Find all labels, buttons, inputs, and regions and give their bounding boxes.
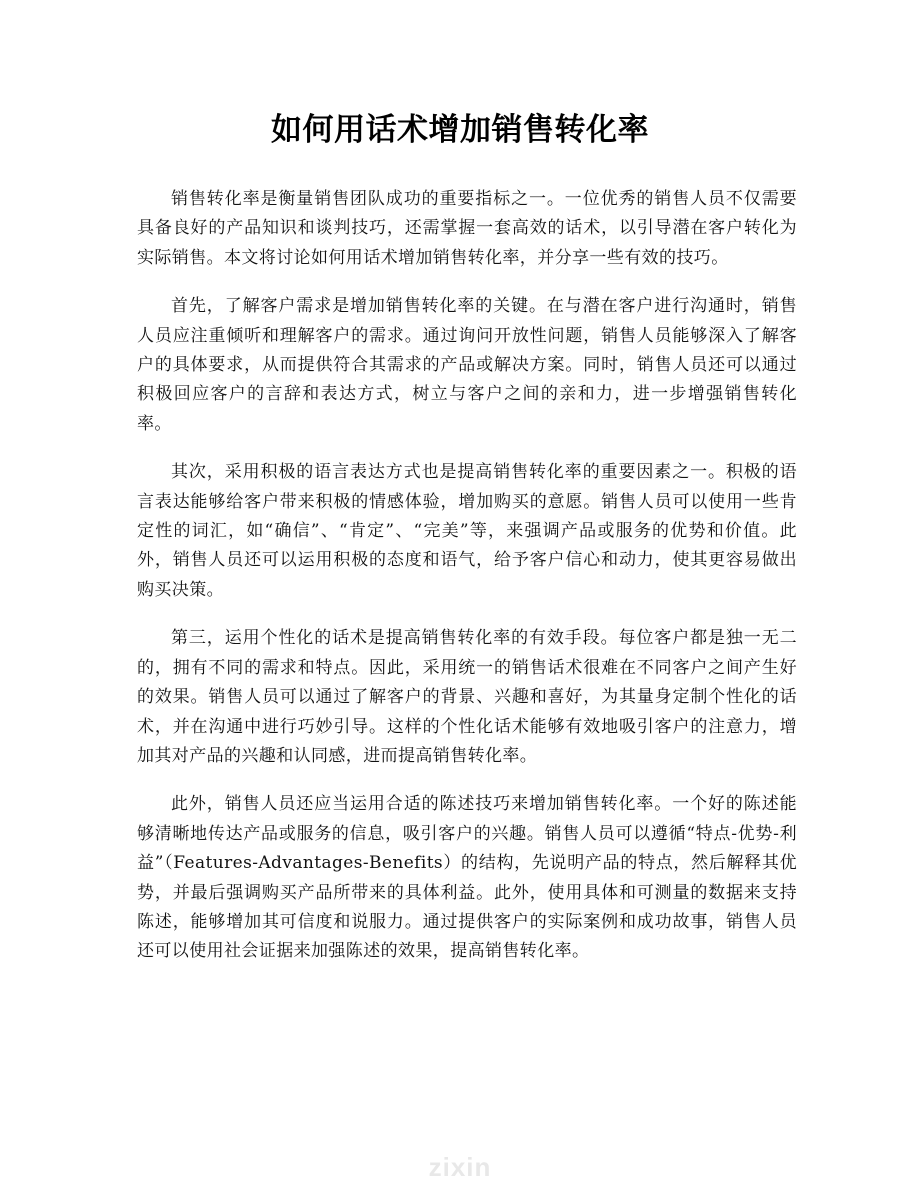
- document-title: 如何用话术增加销售转化率: [271, 112, 649, 148]
- paragraph-positive-language: 其次，采用积极的语言表达方式也是提高销售转化率的重要因素之一。积极的语言表达能够给客户带来积极的情感体验，增加购买的意愿。销售人员可以使用一些肯定性的词汇，如“确信”、“肯定”、“完美”等，来强调产品或服务的优势和价值。此外，销售人员还可以运用积极的态度和语气，给予客户信心和动力，使其更容易做出购买决策。: [137, 462, 797, 600]
- paragraph-presentation-skills: 此外，销售人员还应当运用合适的陈述技巧来增加销售转化率。一个好的陈述能够清晰地传达产品或服务的信息，吸引客户的兴趣。销售人员可以遵循“特点-优势-利益”（Features-Advantages-Benefits）的结构，先说明产品的特点，然后解释其优势，并最后强调购买产品所带来的具体利益。此外，使用具体和可测量的数据来支持陈述，能够增加其可信度和说服力。通过提供客户的实际案例和成功故事，销售人员还可以使用社会证据来加强陈述的效果，提高销售转化率。: [137, 794, 797, 962]
- paragraph-personalized-script: 第三，运用个性化的话术是提高销售转化率的有效手段。每位客户都是独一无二的，拥有不同的需求和特点。因此，采用统一的销售话术很难在不同客户之间产生好的效果。销售人员可以通过了解客户的背景、兴趣和喜好，为其量身定制个性化的话术，并在沟通中进行巧妙引导。这样的个性化话术能够有效地吸引客户的注意力，增加其对产品的兴趣和认同感，进而提高销售转化率。: [137, 628, 797, 766]
- paragraph-understand-needs: 首先，了解客户需求是增加销售转化率的关键。在与潜在客户进行沟通时，销售人员应注重倾听和理解客户的需求。通过询问开放性问题，销售人员能够深入了解客户的具体要求，从而提供符合其需求的产品或解决方案。同时，销售人员还可以通过积极回应客户的言辞和表达方式，树立与客户之间的亲和力，进一步增强销售转化率。: [137, 296, 797, 434]
- watermark: zixin: [428, 1152, 492, 1182]
- paragraph-intro: 销售转化率是衡量销售团队成功的重要指标之一。一位优秀的销售人员不仅需要具备良好的产品知识和谈判技巧，还需掌握一套高效的话术，以引导潜在客户转化为实际销售。本文将讨论如何用话术增加销售转化率，并分享一些有效的技巧。: [137, 189, 797, 268]
- document-body: [137, 185, 797, 986]
